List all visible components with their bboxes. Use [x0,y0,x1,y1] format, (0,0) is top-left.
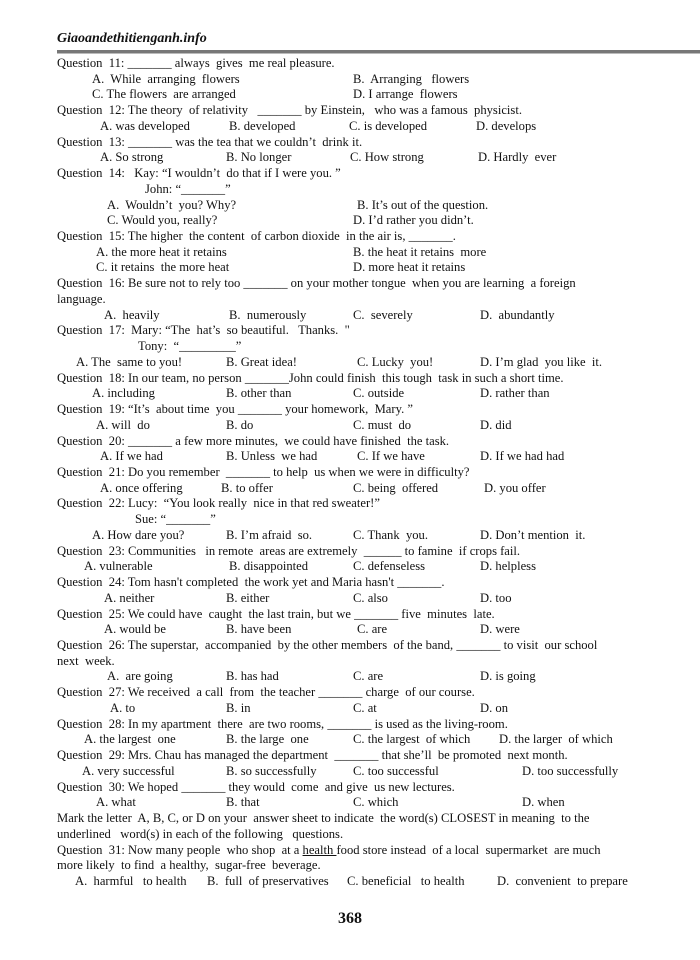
answer-option-d: D. I’m glad you like it. [480,354,603,369]
answer-option-a: A. very successful [82,763,175,778]
question-text: Question 12: The theory of relativity _______ by Einstein, who was a famous physicist. [57,103,522,118]
question-text: Question 21: Do you remember _______ to help us when we were in difficulty? [57,464,470,479]
question-text: next week. [57,653,115,668]
question-text: Question 15: The higher the content of carbon dioxide in the air is, _______. [57,229,456,244]
answer-option-a: A. How dare you? [92,527,185,542]
question-text: Question 27: We received a call from the teacher _______ charge of our course. [57,685,475,700]
question-text: Question 17: Mary: “The hat’s so beautiful. Thanks. " [57,323,350,338]
answer-option-d: D. did [480,417,512,432]
question-text: language. [57,291,106,306]
question-text: Question 20: _______ a few more minutes, we could have finished the task. [57,433,450,448]
answer-option-c: C. How strong [350,150,424,165]
answer-option-a: A. The same to you! [76,354,183,369]
answer-option-d: D. Hardly ever [478,150,557,165]
answer-option-a: A. are going [107,669,173,684]
question-text: Question 18: In our team, no person _______John could finish this tough task in such a short time. [57,370,564,385]
answer-option-a: A. to [110,700,136,715]
answer-option-b: D. I arrange flowers [353,87,458,102]
question-text: Question 28: In my apartment there are two rooms, _______ is used as the living-room. [57,716,508,731]
answer-option-d: D. helpless [480,559,536,574]
question-text: more likely to find a healthy, sugar-free beverage. [57,858,321,873]
answer-option-c: C. are [353,669,384,684]
answer-option-b: B. I’m afraid so. [226,527,313,542]
answer-option-d: D. rather than [480,386,550,401]
answer-option-b: B. full of preservatives [207,873,329,888]
answer-option-c: C. are [357,622,388,637]
site-header: Giaoandethitienganh.info [57,31,207,46]
answer-option-c: C. defenseless [353,559,426,574]
answer-option-d: D. on [480,700,508,715]
answer-option-c: C. If we have [357,449,425,464]
answer-option-a: A. heavily [104,307,160,322]
answer-option-b: B. have been [226,622,292,637]
answer-option-b: B. that [226,795,260,810]
answer-option-b: B. No longer [226,150,292,165]
question-text: Question 13: _______ was the tea that we couldn’t drink it. [57,134,363,149]
answer-option-d: D. convenient to prepare [497,873,628,888]
header-rule [57,50,700,54]
answer-option-d: D. too successfully [522,763,619,778]
answer-option-d: D. If we had had [480,449,565,464]
question-text-part: Question 31: Now many people who shop at a [57,842,303,857]
question-text: Question 25: We could have caught the last train, but we _______ five minutes late. [57,606,495,621]
answer-option-a: A. the largest one [84,732,176,747]
question-text: Mark the letter A, B, C, or D on your answer sheet to indicate the word(s) CLOSEST in meaning to the [57,811,590,826]
answer-option-b: B. the large one [226,732,309,747]
answer-option-a: A. If we had [100,449,163,464]
answer-option-b: B. developed [229,118,296,133]
answer-option-a: C. it retains the more heat [96,260,230,275]
answer-option-b: B. Great idea! [226,354,297,369]
answer-option-a: A. would be [104,622,166,637]
answer-option-c: C. the largest of which [353,732,471,747]
answer-option-a: A. neither [104,590,155,605]
answer-option-c: C. outside [353,386,405,401]
answer-option-a: A. the more heat it retains [96,244,227,259]
answer-option-b: B. other than [226,386,292,401]
answer-option-a: A. Wouldn’t you? Why? [107,197,237,212]
answer-option-b: B. in [226,700,251,715]
answer-option-b: D. I’d rather you didn’t. [353,213,474,228]
answer-option-b: B. Arranging flowers [353,71,470,86]
question-text: Question 30: We hoped _______ they would come and give us new lectures. [57,779,455,794]
answer-option-b: B. either [226,590,270,605]
answer-option-a: C. Would you, really? [107,213,218,228]
answer-option-a: C. The flowers are arranged [92,87,236,102]
answer-option-a: A. once offering [100,480,183,495]
question-text: Question 29: Mrs. Chau has managed the department _______ that she’ll be promoted next month. [57,748,568,763]
answer-option-c: C. too successful [353,763,439,778]
question-text: Question 16: Be sure not to rely too _______ on your mother tongue when you are learning a foreign [57,276,576,291]
answer-option-d: D. you offer [484,480,546,495]
answer-option-c: C. beneficial to health [347,873,465,888]
answer-option-b: D. more heat it retains [353,260,466,275]
page-number: 368 [338,910,362,927]
answer-option-a: A. including [92,386,155,401]
answer-option-a: A. harmful to health [75,873,187,888]
answer-option-b: B. has had [226,669,279,684]
question-text: Question 24: Tom hasn't completed the work yet and Maria hasn't _______. [57,575,445,590]
answer-option-b: B. the heat it retains more [353,244,487,259]
answer-option-b: B. It’s out of the question. [357,197,489,212]
answer-option-c: C. which [353,795,399,810]
answer-option-b: B. Unless we had [226,449,318,464]
answer-option-d: D. too [480,590,512,605]
dialogue-line: Sue: “_______” [135,512,216,527]
answer-option-d: D. is going [480,669,536,684]
answer-option-b: B. to offer [221,480,273,495]
question-text [57,843,601,857]
answer-option-a: A. what [96,795,136,810]
answer-option-c: C. being offered [353,480,439,495]
answer-option-a: A. will do [96,417,150,432]
question-text-part: food store instead of a local supermarket are much [336,842,601,857]
answer-option-c: C. is developed [349,118,427,133]
answer-option-b: B. disappointed [229,559,309,574]
answer-option-a: A. vulnerable [84,559,153,574]
dialogue-line: John: “_______” [145,181,231,196]
answer-option-c: C. Lucky you! [357,354,434,369]
dialogue-line: Tony: “_________” [138,339,242,354]
answer-option-d: D. Don’t mention it. [480,527,586,542]
question-text: Question 11: _______ always gives me real pleasure. [57,56,335,70]
question-text: Question 26: The superstar, accompanied by the other members of the band, _______ to visit our school [57,638,598,652]
answer-option-b: B. so successfully [226,763,317,778]
answer-option-d: D. were [480,622,520,637]
answer-option-d: D. the larger of which [499,732,613,747]
answer-option-d: D. when [522,795,565,810]
question-text: underlined word(s) in each of the following questions. [57,826,344,841]
answer-option-d: D. abundantly [480,307,555,322]
question-text: Question 19: “It’s about time you _______ your homework, Mary. ” [57,402,413,417]
answer-option-c: C. must do [353,417,412,432]
answer-option-c: C. at [353,700,377,715]
answer-option-b: B. numerously [229,307,307,322]
answer-option-d: D. develops [476,118,537,133]
answer-option-a: A. was developed [100,118,190,133]
answer-option-c: C. severely [353,307,413,322]
underlined-word: health [302,842,337,857]
question-text: Question 23: Communities in remote areas are extremely ______ to famine if crops fail. [57,543,521,558]
answer-option-a: A. So strong [100,150,164,165]
answer-option-b: B. do [226,417,254,432]
answer-option-c: C. also [353,590,388,605]
answer-option-a: A. While arranging flowers [92,71,240,86]
answer-option-c: C. Thank you. [353,527,428,542]
question-text: Question 22: Lucy: “You look really nice in that red sweater!” [57,496,380,511]
question-text: Question 14: Kay: “I wouldn’t do that if I were you. ” [57,166,341,181]
